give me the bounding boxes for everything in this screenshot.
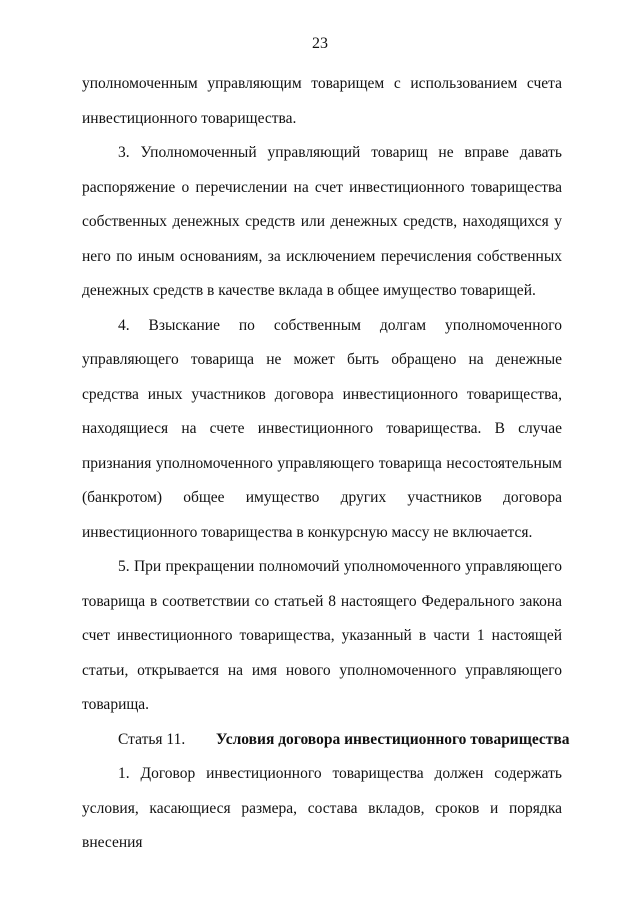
paragraph-article-11-part-1: 1. Договор инвестиционного товарищества должен содержать условия, касающиеся размера, состава вкладов, сроков и порядка внесения	[82, 765, 562, 851]
paragraph-continuation: уполномоченным управляющим товарищем с использованием счета инвестиционного товарищества.	[82, 75, 562, 127]
page-number: 23	[312, 35, 328, 52]
paragraph-part-4: 4. Взыскание по собственным долгам уполномоченного управляющего товарища не может быть обращено на денежные средства иных участников договора инвестиционного товарищества, находящиеся на счете инвестиционного товарищества. В случае признания уполномоченного управляющего товарища несостоятельным (банкротом) общее имущество других участников договора инвестиционного товарищества в конкурсную массу не включается.	[82, 316, 562, 541]
paragraph-part-3: 3. Уполномоченный управляющий товарищ не вправе давать распоряжение о перечислении на счет инвестиционного товарищества собственных денежных средств или денежных средств, находящихся у него по иным основаниям, за исключением перечисления собственных денежных средств в качестве вклада в общее имущество товарищей.	[82, 144, 562, 299]
paragraph-part-5: 5. При прекращении полномочий уполномоченного управляющего товарища в соответствии со статьей 8 настоящего Федерального закона счет инвестиционного товарищества, указанный в части 1 настоящей статьи, открывается на имя нового уполномоченного управляющего товарища.	[82, 558, 562, 713]
article-number: Статья 11.	[118, 730, 186, 748]
document-body	[82, 67, 570, 861]
article-title: Условия договора инвестиционного товарищества	[216, 730, 570, 748]
article-heading	[82, 723, 570, 758]
